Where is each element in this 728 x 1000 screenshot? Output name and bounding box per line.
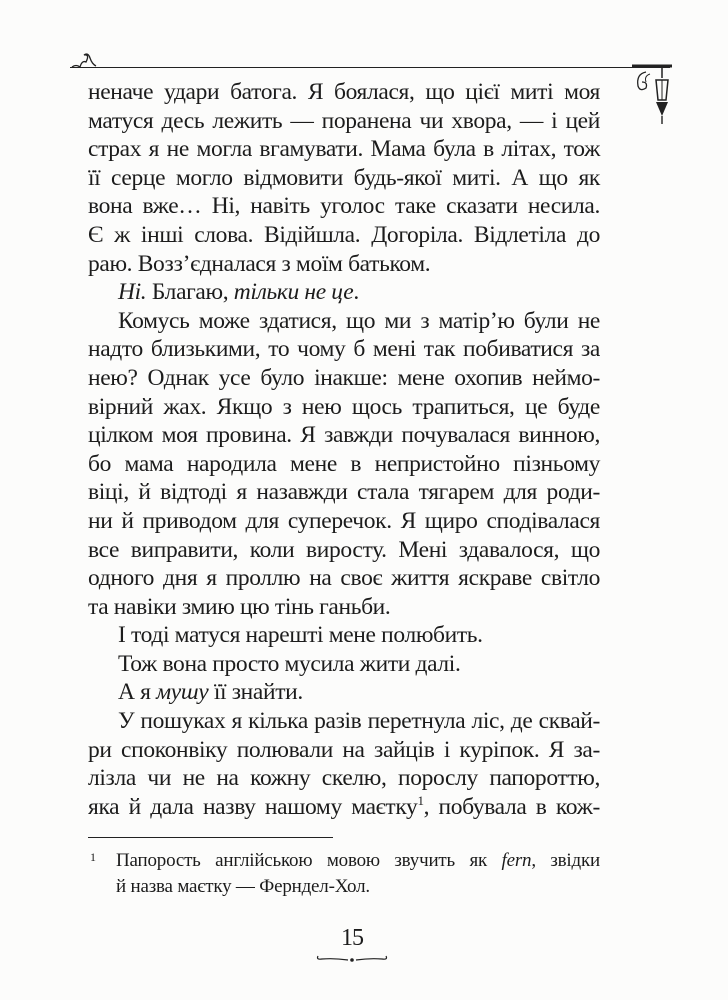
text-line	[88, 393, 600, 422]
text-segment: У пошуках я кілька разів перетнула ліс, де сквай-	[118, 708, 600, 735]
text-segment: , побувала в кож-	[423, 793, 600, 820]
footnote-line: Папорость англійською мовою звучить як fern, звідки	[116, 850, 600, 871]
lantern-ornament-icon	[632, 60, 674, 128]
text-line	[88, 764, 600, 793]
text-line	[88, 564, 600, 593]
text-line	[88, 135, 600, 164]
text-segment: лізла чи не на кожну скелю, порослу папороттю,	[88, 765, 600, 792]
text-line	[88, 107, 600, 136]
text-line	[88, 221, 600, 250]
italic-text: Ні.	[118, 279, 147, 306]
text-segment: неначе удари батога. Я боялася, що цієї миті моя	[88, 79, 600, 105]
italic-text: тільки не це	[233, 279, 354, 306]
text-line	[88, 678, 600, 707]
text-line	[88, 707, 600, 736]
text-segment: все виправити, коли виросту. Мені здавалося, що	[88, 536, 600, 563]
text-line	[88, 250, 600, 279]
text-segment: .	[353, 279, 359, 306]
body-text	[88, 78, 600, 821]
text-segment: її знайти.	[208, 679, 303, 706]
text-line	[88, 536, 600, 565]
footnote-rule	[88, 837, 333, 838]
footnote-marker: 1	[90, 850, 96, 864]
text-line	[88, 736, 600, 765]
text-line	[88, 278, 600, 307]
text-segment: ри споконвіку полювали на зайців і куріпок. Я за-	[88, 736, 600, 763]
text-segment: вона вже… Ні, навіть уголос таке сказати несила.	[88, 193, 600, 220]
text-segment: надто близькими, то чому б мені так побиватися за	[88, 336, 600, 363]
text-segment: бо мама народила мене в непристойно пізньому	[88, 450, 600, 477]
text-line	[88, 164, 600, 193]
text-segment: та навіки змию цю тінь ганьби.	[88, 593, 391, 620]
footnote	[88, 848, 600, 900]
text-segment: цілком моя провина. Я завжди почувалася винною,	[88, 422, 600, 449]
text-segment: матуся десь лежить — поранена чи хвора, — і цей	[88, 107, 600, 134]
italic-text: мушу	[156, 679, 209, 706]
text-segment: ни й приводом для суперечок. Я щиро сподівалася	[88, 507, 600, 534]
text-line	[88, 478, 600, 507]
header-ornament-icon	[70, 50, 100, 70]
footnote-ref: 1	[417, 793, 424, 809]
page-number-ornament-icon	[314, 950, 390, 964]
text-line	[88, 593, 600, 622]
text-segment: Благаю,	[146, 279, 234, 306]
text-line	[88, 335, 600, 364]
text-segment: раю. Возз’єдналася з моїм батьком.	[88, 250, 431, 277]
text-line	[88, 78, 600, 107]
text-segment: одного дня я проллю на своє життя яскраве світло	[88, 565, 600, 592]
text-line	[88, 307, 600, 336]
text-segment: І тоді матуся нарешті мене полюбить.	[118, 622, 483, 649]
text-segment: страх я не могла вгамувати. Мама була в літах, тож	[88, 136, 600, 163]
header-rule	[70, 67, 670, 68]
text-line	[88, 421, 600, 450]
text-line	[88, 507, 600, 536]
text-line	[88, 364, 600, 393]
text-line	[88, 650, 600, 679]
text-line	[88, 621, 600, 650]
text-line	[88, 450, 600, 479]
footnote-line: й назва маєтку — Ферндел-Хол.	[116, 876, 370, 897]
page-number: 15	[341, 925, 363, 951]
text-segment: А я	[118, 679, 157, 706]
text-segment: її серце могло відмовити будь-якої миті. А що як	[88, 164, 600, 191]
text-segment: вірний жах. Якщо з нею щось трапиться, це буде	[88, 393, 600, 420]
text-segment: Є ж інші слова. Відійшла. Догоріла. Відлетіла до	[88, 221, 600, 248]
text-segment: Тож вона просто мусила жити далі.	[118, 650, 461, 677]
text-line	[88, 793, 600, 822]
text-segment: віці, й відтоді я назавжди стала тягарем для роди-	[88, 479, 600, 506]
text-segment: Комусь може здатися, що ми з матір’ю були не	[118, 307, 600, 334]
text-segment: яка й дала назву нашому маєтку	[88, 793, 418, 820]
text-line	[88, 192, 600, 221]
text-segment: нею? Однак усе було інакше: мене охопив неймо-	[88, 364, 600, 391]
